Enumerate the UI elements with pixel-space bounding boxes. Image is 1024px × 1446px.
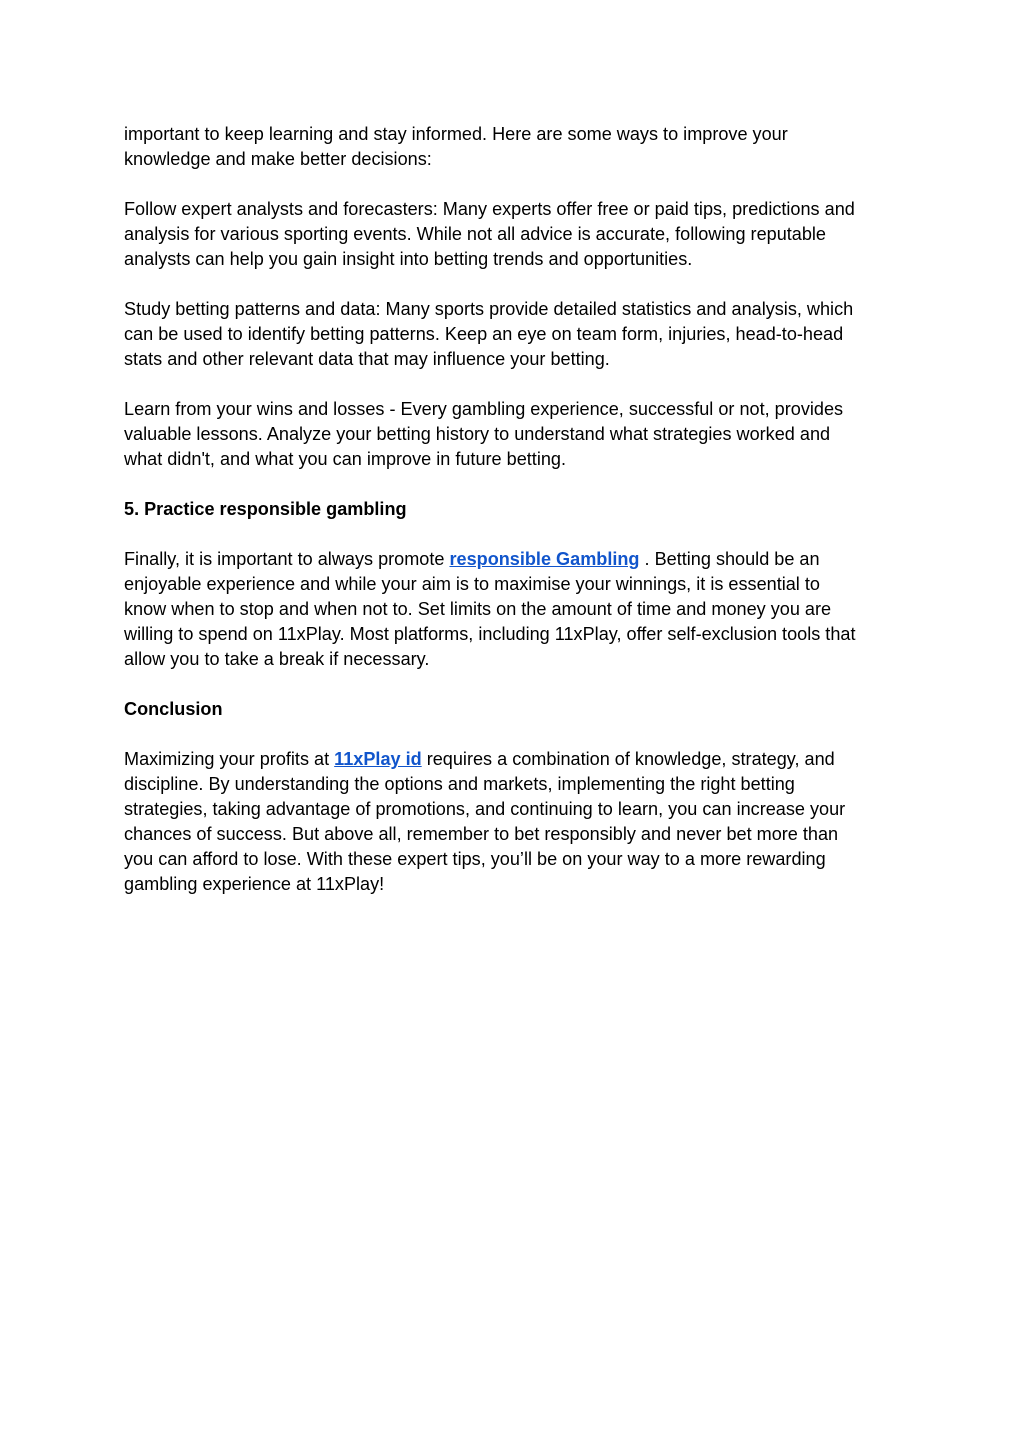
text-line: enjoyable experience and while your aim is to maximise your winnings, it is essential to: [124, 574, 820, 594]
text-fragment: requires a combination of knowledge, strategy, and: [421, 749, 835, 769]
study-patterns-paragraph: [124, 297, 904, 372]
conclusion-paragraph: [124, 747, 904, 897]
text-line: Learn from your wins and losses - Every gambling experience, successful or not, provides: [124, 399, 844, 419]
learn-wins-losses-paragraph: [124, 397, 904, 472]
text-line: gambling experience at 11xPlay!: [124, 874, 385, 894]
text-line: what didn't, and what you can improve in future betting.: [124, 449, 566, 469]
text-line: allow you to take a break if necessary.: [124, 649, 430, 669]
11xplay-id-link[interactable]: 11xPlay id: [334, 749, 422, 769]
text-line: [124, 547, 904, 572]
text-line: strategies, taking advantage of promotions, and continuing to learn, you can increase your: [124, 799, 846, 819]
document-body: [124, 122, 904, 922]
responsible-gambling-paragraph: [124, 547, 904, 672]
text-fragment: . Betting should be an: [639, 549, 820, 569]
responsible-gambling-link[interactable]: responsible Gambling: [449, 549, 640, 569]
text-line: you can afford to lose. With these expert tips, you’ll be on your way to a more rewarding: [124, 849, 826, 869]
intro-paragraph: [124, 122, 904, 172]
conclusion-heading: Conclusion: [124, 699, 223, 719]
text-line: can be used to identify betting patterns. Keep an eye on team form, injuries, head-to-head: [124, 324, 844, 344]
text-line: [124, 747, 904, 772]
text-line: analysts can help you gain insight into betting trends and opportunities.: [124, 249, 693, 269]
text-line: knowledge and make better decisions:: [124, 149, 432, 169]
text-line: Study betting patterns and data: Many sports provide detailed statistics and analysis, which: [124, 299, 854, 319]
section-5-heading: 5. Practice responsible gambling: [124, 499, 407, 519]
text-line: stats and other relevant data that may influence your betting.: [124, 349, 610, 369]
follow-experts-paragraph: [124, 197, 904, 272]
text-line: analysis for various sporting events. While not all advice is accurate, following reputable: [124, 224, 826, 244]
text-line: important to keep learning and stay informed. Here are some ways to improve your: [124, 124, 788, 144]
text-line: discipline. By understanding the options and markets, implementing the right betting: [124, 774, 795, 794]
text-line: chances of success. But above all, remember to bet responsibly and never bet more than: [124, 824, 839, 844]
text-line: know when to stop and when not to. Set limits on the amount of time and money you are: [124, 599, 832, 619]
text-line: valuable lessons. Analyze your betting history to understand what strategies worked and: [124, 424, 831, 444]
text-line: Follow expert analysts and forecasters: Many experts offer free or paid tips, predictions and: [124, 199, 855, 219]
text-line: willing to spend on 11xPlay. Most platforms, including 11xPlay, offer self-exclusion tools that: [124, 624, 856, 644]
text-fragment: Maximizing your profits at: [124, 749, 335, 769]
text-fragment: Finally, it is important to always promote: [124, 549, 450, 569]
